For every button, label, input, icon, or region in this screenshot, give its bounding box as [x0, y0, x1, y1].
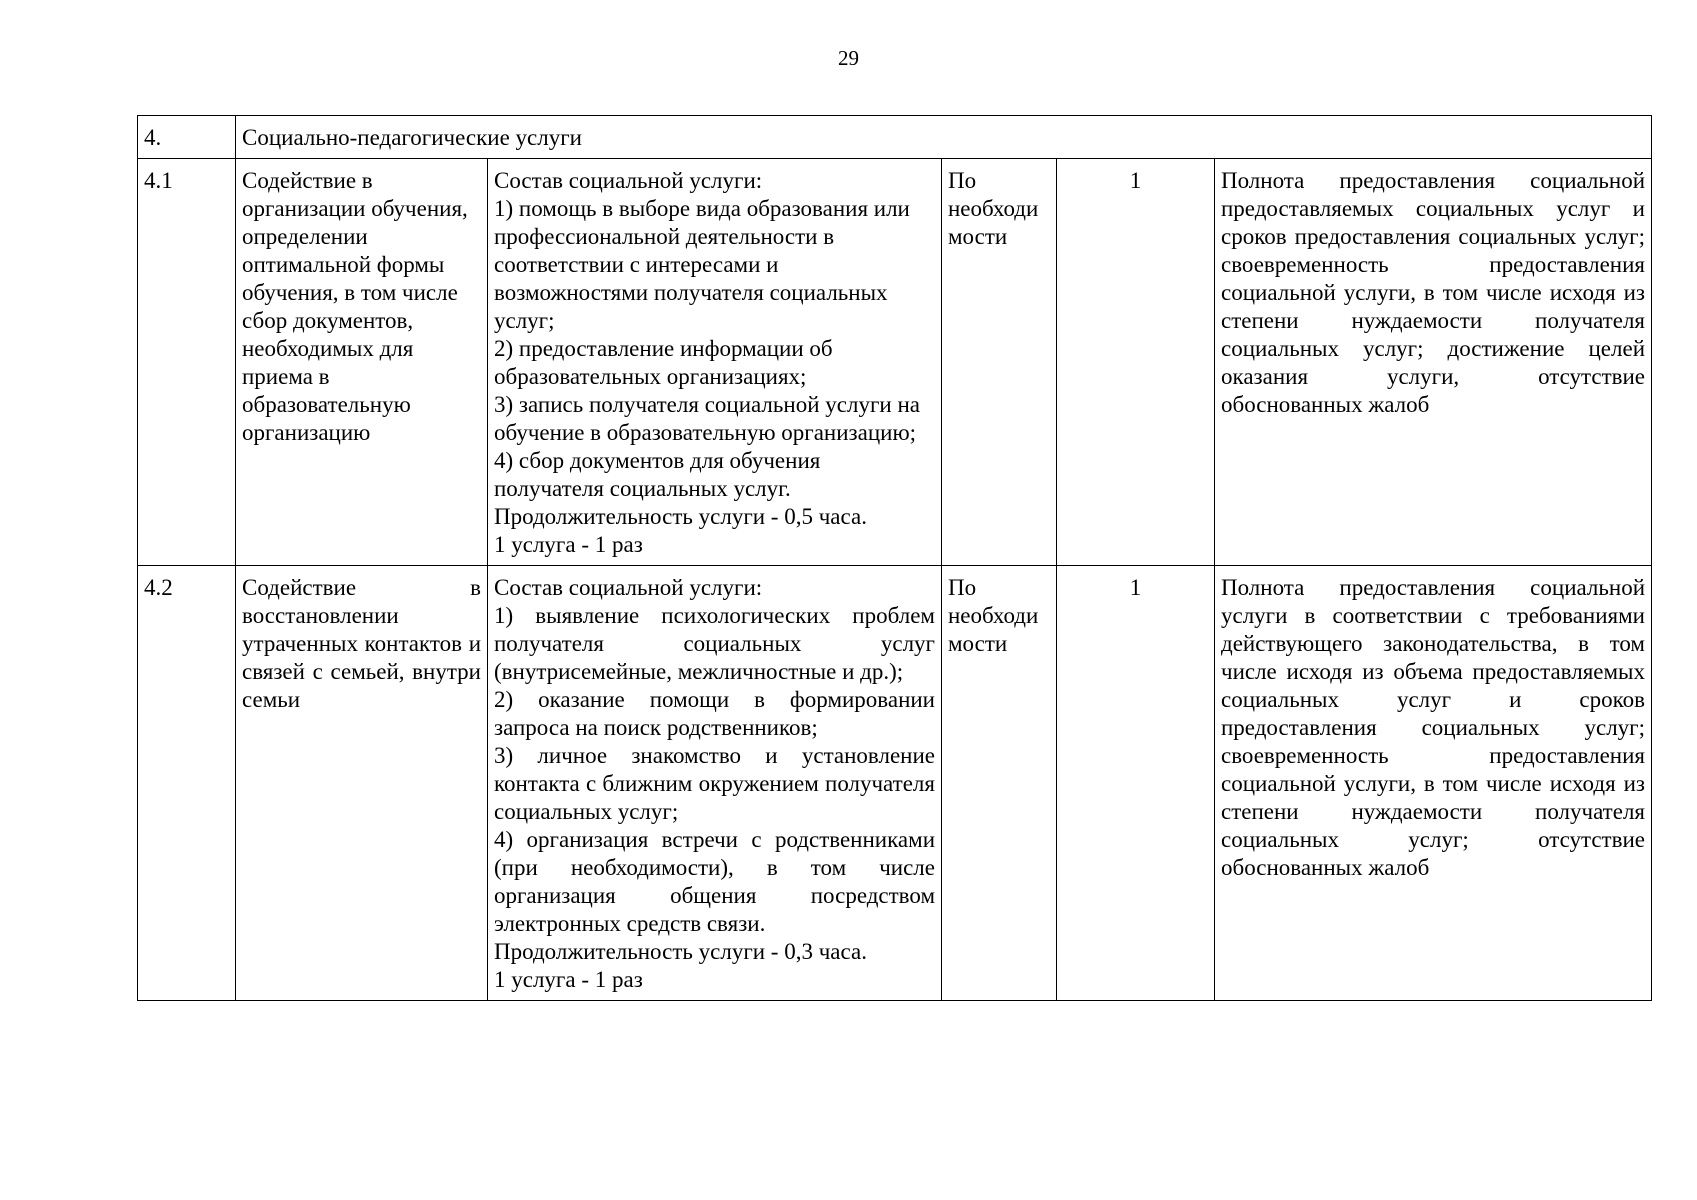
- service-name: Содействие в восстановлении утраченных контактов и связей с семьей, внутри семьи: [236, 566, 488, 1001]
- composition-item: 1) выявление психологических проблем получателя социальных услуг (внутрисемейные, межличностные и др.);: [494, 603, 935, 684]
- service-frequency-note: 1 услуга - 1 раз: [494, 967, 643, 992]
- service-periodicity: По необходи мости: [942, 159, 1057, 566]
- service-duration: Продолжительность услуги - 0,3 часа.: [494, 939, 867, 964]
- service-periodicity: По необходи мости: [942, 566, 1057, 1001]
- section-number: 4.: [138, 116, 236, 159]
- composition-header: Состав социальной услуги:: [494, 168, 763, 193]
- composition-item: 4) сбор документов для обучения получателя социальных услуг.: [494, 448, 821, 501]
- composition-item: 3) запись получателя социальной услуги на обучение в образовательную организацию;: [494, 392, 920, 445]
- page-number: 29: [838, 46, 859, 70]
- section-row: [138, 116, 1652, 159]
- service-composition: [488, 566, 942, 1001]
- composition-header: Состав социальной услуги:: [494, 575, 763, 600]
- composition-item: 4) организация встречи с родственниками (при необходимости), в том числе организация общения посредством электронных средств связи.: [494, 827, 935, 936]
- service-quality: Полнота предоставления социальной услуги в соответствии с требованиями действующего законодательства, в том числе исходя из объема предоставляемых социальных услуг и сроков предоставления социальных услуг; своевременность предоставления социальной услуги, в том числе исходя из степени нуждаемости получателя социальных услуг; отсутствие обоснованных жалоб: [1215, 566, 1652, 1001]
- composition-item: 2) оказание помощи в формировании запроса на поиск родственников;: [494, 687, 935, 740]
- service-composition: [488, 159, 942, 566]
- service-number: 4.1: [138, 159, 236, 566]
- service-number: 4.2: [138, 566, 236, 1001]
- service-duration: Продолжительность услуги - 0,5 часа.: [494, 504, 867, 529]
- table-row: [138, 566, 1652, 1001]
- composition-item: 3) личное знакомство и установление контакта с ближним окружением получателя социальных услуг;: [494, 743, 935, 824]
- composition-item: 1) помощь в выборе вида образования или профессиональной деятельности в соответствии с интересами и возможностями получателя социальных услуг;: [494, 196, 910, 333]
- section-title: Социально-педагогические услуги: [236, 116, 1652, 159]
- service-quality: Полнота предоставления социальной предоставляемых социальных услуг и сроков предоставления социальных услуг; своевременность предоставления социальной услуги, в том числе исходя из степени нуждаемости получателя социальных услуг; достижение целей оказания услуги, отсутствие обоснованных жалоб: [1215, 159, 1652, 566]
- table-row: [138, 159, 1652, 566]
- services-table: [137, 115, 1652, 1001]
- service-quantity: 1: [1057, 566, 1215, 1001]
- composition-item: 2) предоставление информации об образовательных организациях;: [494, 336, 833, 389]
- service-frequency-note: 1 услуга - 1 раз: [494, 532, 643, 557]
- service-quantity: 1: [1057, 159, 1215, 566]
- service-name: Содействие в организации обучения, определении оптимальной формы обучения, в том числе сбор документов, необходимых для приема в образовательную организацию: [236, 159, 488, 566]
